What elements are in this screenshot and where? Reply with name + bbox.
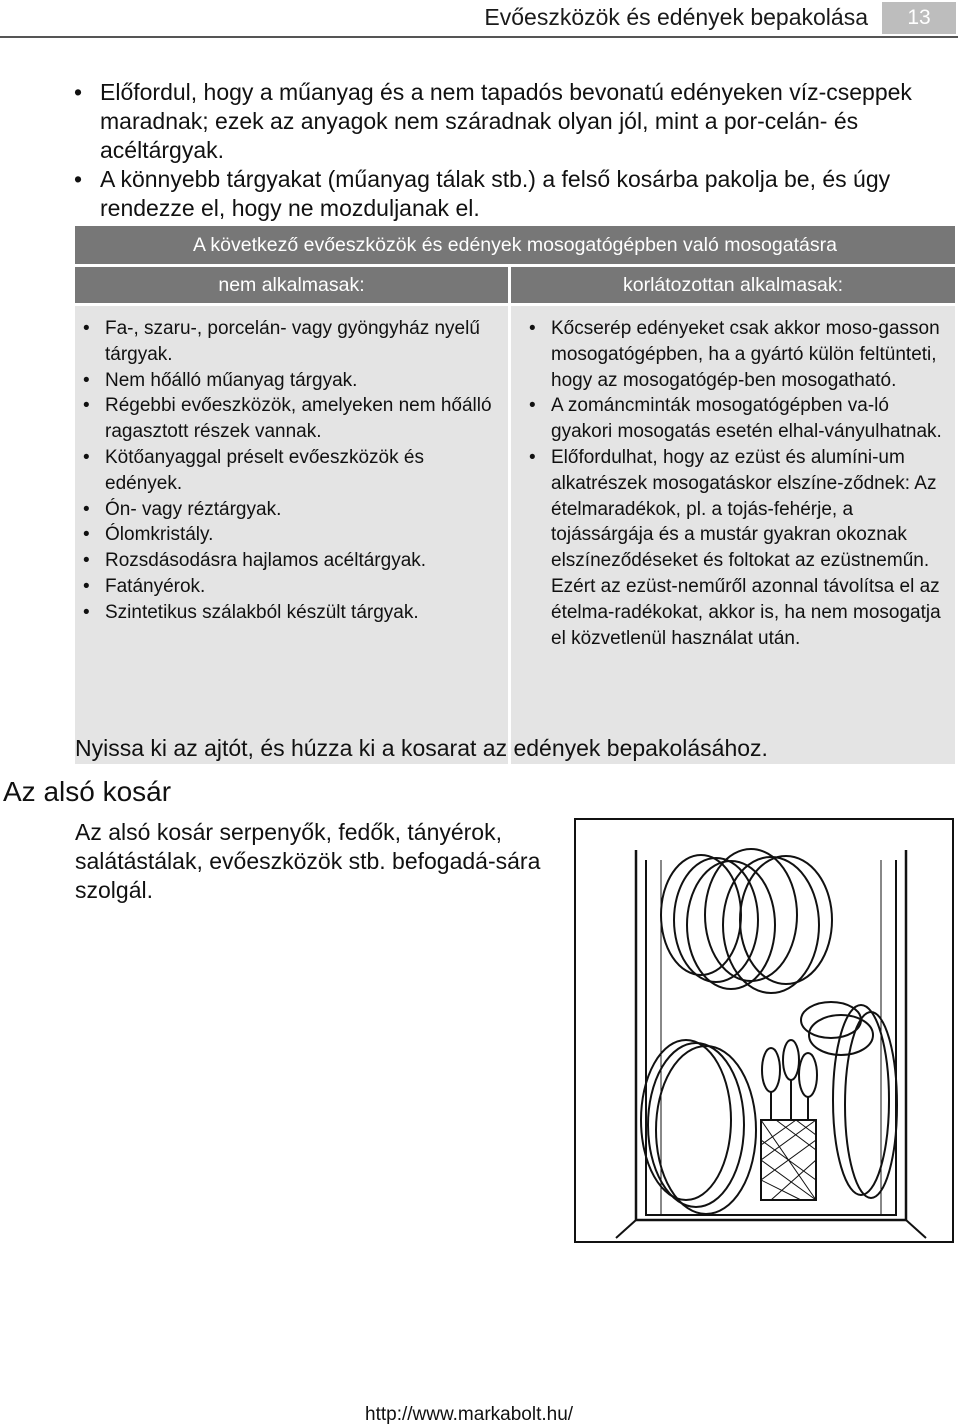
- lower-basket-illustration: [574, 818, 954, 1243]
- list-item: • Fatányérok.: [105, 574, 500, 600]
- intro-bullet-list: [100, 78, 950, 223]
- list-item: • Kötőanyaggal préselt evőeszközök és edények.: [105, 445, 500, 497]
- list-item: • Nem hőálló műanyag tárgyak.: [105, 368, 500, 394]
- plate: [723, 857, 819, 993]
- list-item: • Rozsdásodásra hajlamos acéltárgyak.: [105, 548, 500, 574]
- column-header-unsuitable: nem alkalmasak:: [75, 267, 508, 303]
- column-limited: [511, 306, 955, 764]
- list-item: • A könnyebb tárgyakat (műanyag tálak stb.) a felső kosárba pakolja be, és úgy rendezze el, hogy ne mozduljanak el.: [100, 165, 950, 223]
- column-header-limited: korlátozottan alkalmasak:: [511, 267, 955, 303]
- plate: [687, 861, 775, 989]
- spoon: [762, 1048, 780, 1092]
- list-item: • Kőcserép edényeket csak akkor moso-gasson mosogatógépben, ha a gyártó külön feltünteti, hogy az mosogatógép-ben mosogatható.: [551, 316, 947, 393]
- page-number: 13: [882, 2, 956, 34]
- footer-url: http://www.markabolt.hu/: [365, 1404, 574, 1425]
- list-item: • Ólomkristály.: [105, 522, 500, 548]
- plate: [648, 1043, 744, 1207]
- list-item: • Ón- vagy réztárgyak.: [105, 497, 500, 523]
- spoon: [783, 1040, 799, 1080]
- plate: [656, 1046, 756, 1214]
- plate: [641, 1040, 731, 1200]
- spoon: [799, 1053, 817, 1097]
- section-body: Az alsó kosár serpenyők, fedők, tányérok, salátástálak, evőeszközök stb. befogadá-sára szolgál.: [75, 819, 541, 903]
- list-item: • A zománcminták mosogatógépben va-ló gyakori mosogatás esetén elhal-ványulhatnak.: [551, 393, 947, 445]
- page-header-title: Evőeszközök és edények bepakolása: [484, 4, 868, 30]
- suitability-table: [75, 226, 955, 764]
- basket-frame: [646, 860, 896, 1215]
- list-item: • Szintetikus szálakból készült tárgyak.: [105, 600, 500, 626]
- table-title: A következő evőeszközök és edények mosogatógépben való mosogatásra: [75, 226, 955, 264]
- list-item: • Fa-, szaru-, porcelán- vagy gyöngyház nyelű tárgyak.: [105, 316, 500, 368]
- instruction-note: Nyissa ki az ajtót, és húzza ki a kosarat az edények bepakolásához.: [75, 735, 768, 761]
- basket-wheel-right: [906, 1220, 926, 1238]
- list-item: • Előfordul, hogy a műanyag és a nem tapadós bevonatú edényeken víz-cseppek maradnak; ezek az anyagok nem száradnak olyan jól, mint a por-celán- és acéltárgyak.: [100, 78, 950, 165]
- section-title: Az alsó kosár: [3, 776, 172, 807]
- list-item: • Régebbi evőeszközök, amelyeken nem hőálló ragasztott részek vannak.: [105, 393, 500, 445]
- basket-outer-frame: [636, 850, 906, 1220]
- list-item: • Előfordulhat, hogy az ezüst és alumíni-um alkatrészek mosogatáskor elszíne-ződnek: Az ételmaradékok, pl. a tojás-fehérje, a tojássárgája és a mustár gyakran okoznak elszíneződéseket és foltokat az ezüstneműn. Ezért az ezüst-neműről azonnal távolítsa el az ételma-radékokat, akkor is, ha nem mosogatja el közvetlenül használat után.: [551, 445, 947, 651]
- header-divider: [0, 36, 958, 38]
- column-unsuitable: [75, 306, 508, 764]
- basket-wheel-left: [616, 1220, 636, 1238]
